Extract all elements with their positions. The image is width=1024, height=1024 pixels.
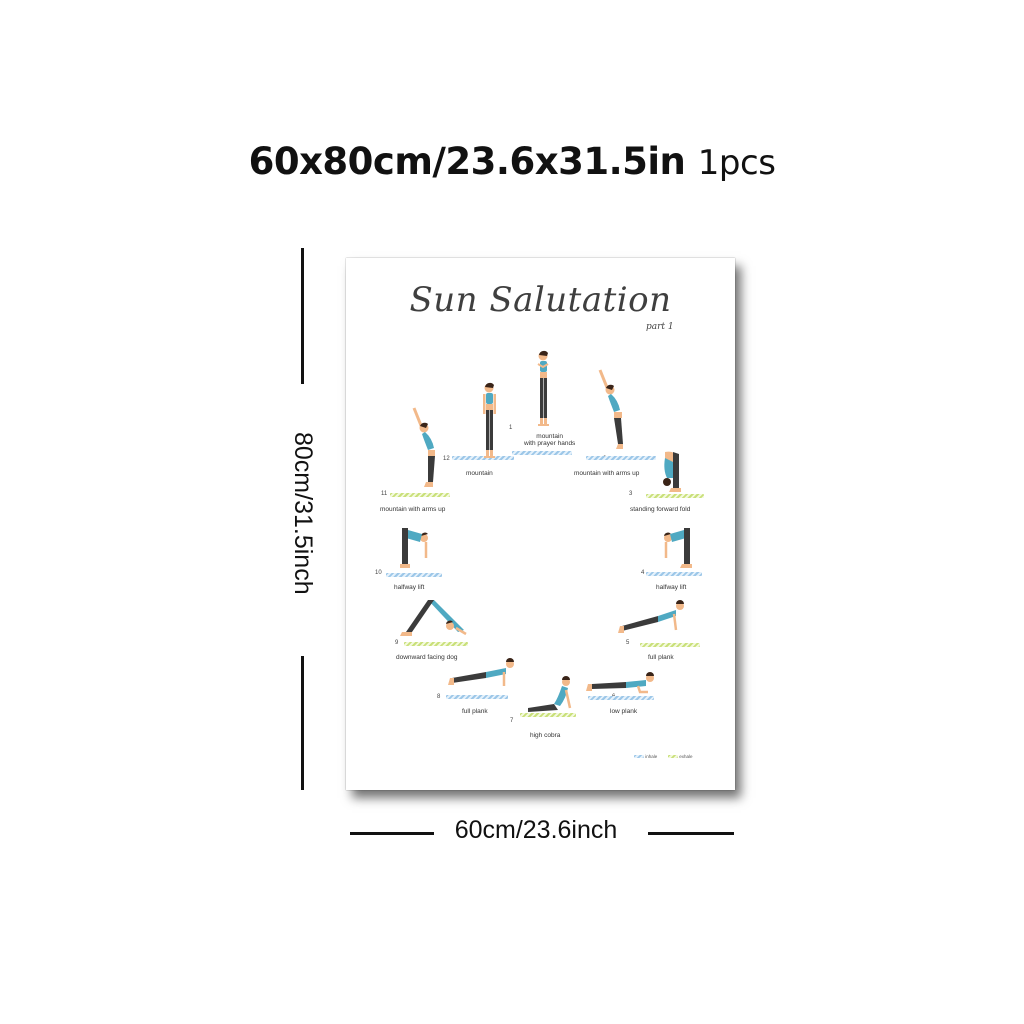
- pose-mat: [446, 695, 508, 699]
- yoga-pose-figure-icon: [408, 406, 448, 495]
- pose-label-line1: full plank: [462, 708, 488, 715]
- pose-number: 10: [375, 570, 382, 576]
- size-text: 60x80cm/23.6x31.5in: [248, 140, 686, 183]
- yoga-pose-figure-icon: [478, 382, 500, 465]
- pose-label-line1: full plank: [648, 654, 674, 661]
- yoga-pose-figure-icon: [526, 676, 576, 721]
- pose-label: [396, 654, 457, 661]
- legend-exhale-swatch: [668, 755, 678, 758]
- pose-label-line1: halfway lift: [656, 584, 687, 591]
- yoga-pose-figure-icon: [618, 600, 688, 641]
- pose-number: 7: [510, 718, 514, 724]
- pose-number: 11: [381, 491, 388, 497]
- pose-number: 12: [443, 456, 450, 462]
- pose-label-line1: mountain: [466, 470, 493, 477]
- pose-label: [462, 708, 488, 715]
- pose-label: [656, 584, 686, 591]
- yoga-pose-figure-icon: [651, 448, 691, 501]
- pose-mat: [640, 643, 700, 647]
- yoga-pose-figure-icon: [658, 524, 698, 577]
- pose-label: [574, 470, 639, 477]
- height-dimension-line-bottom: [301, 656, 304, 790]
- legend-exhale-label: exhale: [679, 754, 693, 759]
- poster: [346, 258, 735, 790]
- pose-label: [380, 506, 445, 513]
- yoga-pose-figure-icon: [586, 672, 656, 701]
- pose-label-line1: mountain with arms up: [574, 470, 640, 477]
- pose-mat: [512, 451, 572, 455]
- pose-label: [610, 708, 637, 715]
- pose-number: 1: [509, 425, 513, 431]
- yoga-pose-figure-icon: [394, 524, 434, 577]
- pose-number: 5: [626, 640, 630, 646]
- pose-label: [648, 654, 674, 661]
- width-dimension-line-left: [350, 832, 434, 835]
- legend-exhale: [668, 754, 693, 759]
- legend-inhale-label: inhale: [645, 754, 658, 759]
- pose-label: [394, 584, 424, 591]
- pose-number: 9: [395, 640, 399, 646]
- pose-label: [466, 470, 493, 477]
- pose-label: [630, 506, 690, 513]
- legend-inhale-swatch: [634, 755, 644, 758]
- yoga-pose-figure-icon: [398, 598, 468, 643]
- yoga-pose-figure-icon: [532, 350, 556, 433]
- pose-label-line1: standing forward fold: [630, 506, 691, 513]
- pose-number: 8: [437, 694, 441, 700]
- poster-title: Sun Salutation: [409, 280, 672, 320]
- pose-number: 4: [641, 570, 645, 576]
- pose-label-line1: mountain with arms up: [380, 506, 446, 513]
- pose-label-line1: high cobra: [530, 732, 561, 739]
- pose-label-line1: halfway lift: [394, 584, 425, 591]
- pose-label: [524, 433, 575, 447]
- pose-number: 3: [629, 491, 633, 497]
- height-dimension-label: 80cm/31.5inch: [289, 431, 317, 595]
- height-dimension-line-top: [301, 248, 304, 384]
- poster-subtitle: part 1: [646, 322, 674, 332]
- yoga-pose-figure-icon: [596, 368, 636, 457]
- width-dimension-label: 60cm/23.6inch: [454, 816, 618, 844]
- pose-label-line2: with prayer hands: [524, 440, 576, 447]
- pose-label: [530, 732, 560, 739]
- pose-label-line1: downward facing dog: [396, 654, 458, 661]
- quantity-text: 1pcs: [697, 143, 776, 183]
- width-dimension-line-right: [648, 832, 734, 835]
- pose-label-line1: low plank: [610, 708, 638, 715]
- product-size-heading: [0, 140, 1024, 183]
- legend-inhale: [634, 754, 657, 759]
- pose-label-line1: mountain: [536, 433, 564, 440]
